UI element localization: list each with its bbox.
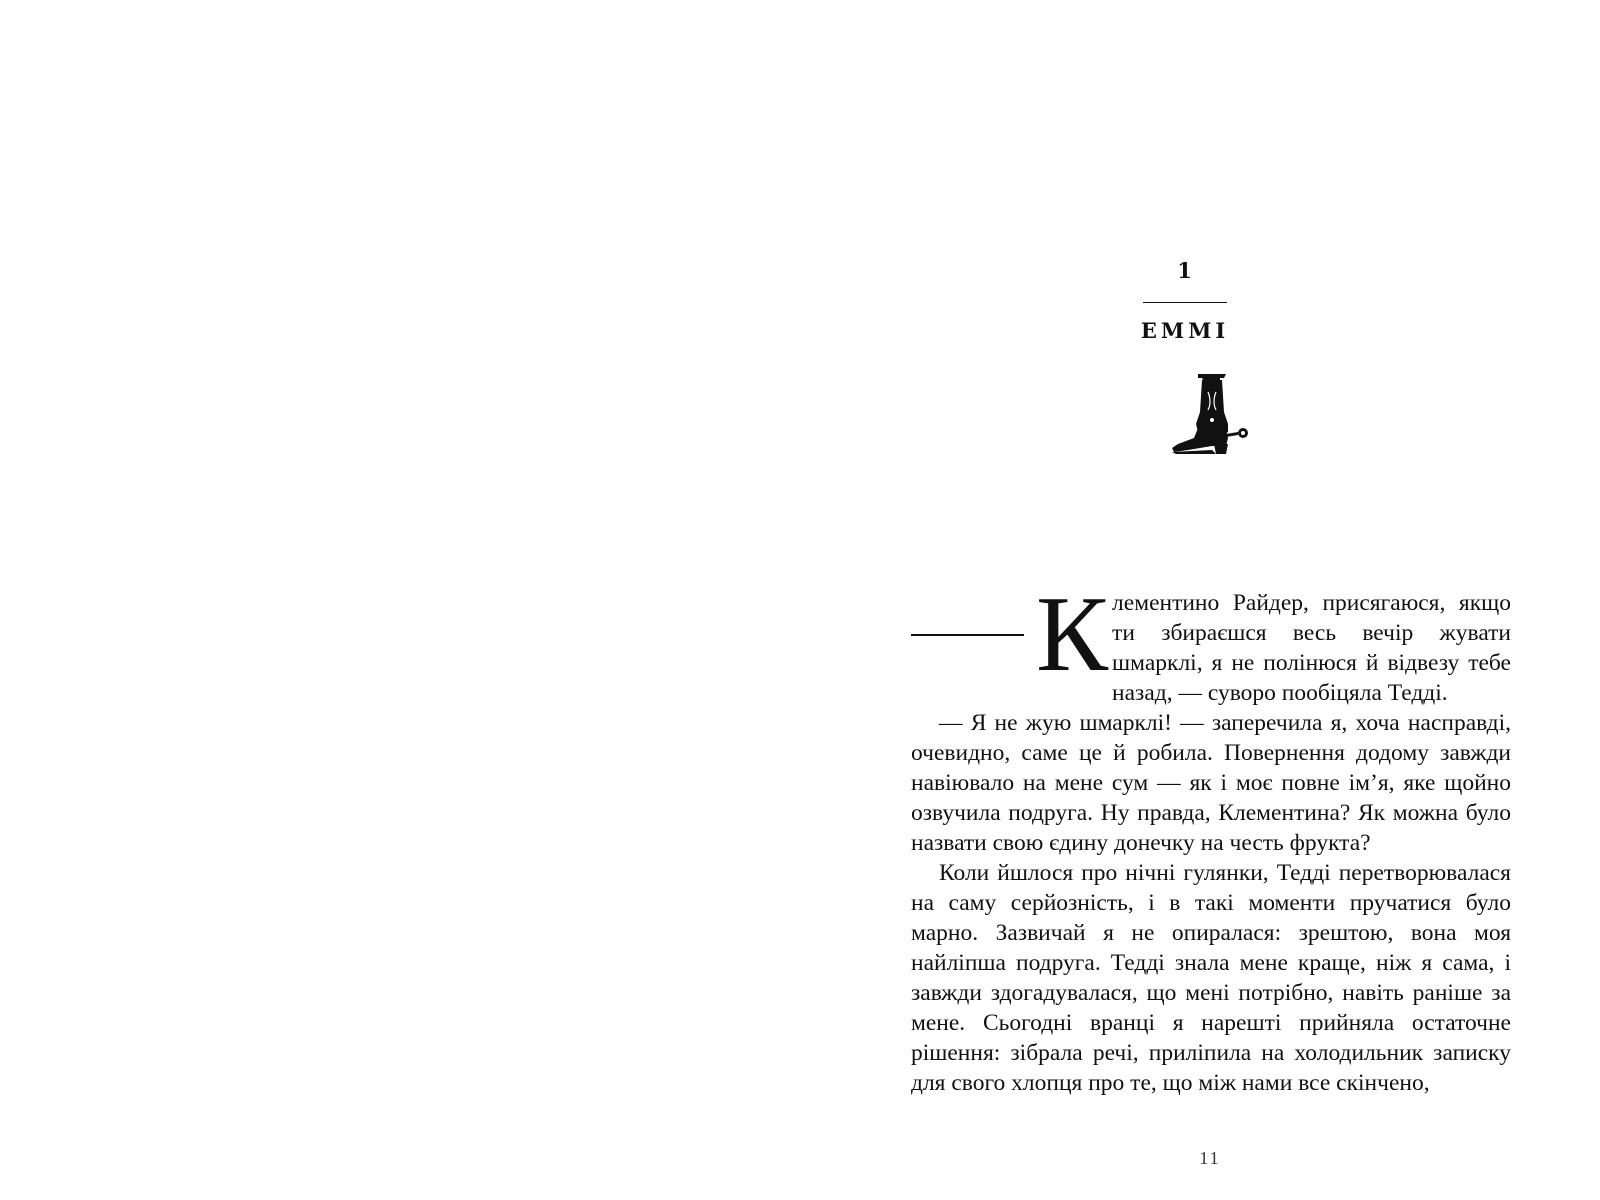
chapter-text <box>911 575 1511 1098</box>
chapter-title: ЕММІ <box>1140 318 1230 343</box>
cowboy-boot-icon <box>1168 372 1260 464</box>
dialogue-dash <box>911 588 1024 648</box>
drop-cap: К <box>1036 575 1109 694</box>
first-paragraph-text: лементино Райдер, присягаюся, якщо ти збираєшся весь вечір жувати шмарклі, я не полінюся й відвезу тебе назад, — суворо пообіцяла Тедді. <box>1112 590 1511 706</box>
chapter-divider <box>1143 302 1227 303</box>
paragraph: — Я не жую шмарклі! — заперечила я, хоча насправді, очевидно, саме це й робила. Повернення додому завжди навіювало на мене сум — як і моє повне ім’я, яке щойно озвучила подруга. Ну правда, Клементина? Як можна було назвати свою єдину донечку на честь фрукта? <box>911 710 1511 856</box>
chapter-number: 1 <box>1177 258 1193 283</box>
first-paragraph <box>911 575 1511 708</box>
paragraph: Коли йшлося про нічні гулянки, Тедді перетворювалася на саму серйозність, і в такі моменти пручатися було марно. Зазвичай я не опиралася: зрештою, вона моя найліпша подруга. Тедді знала мене краще, ніж я сама, і завжди здогадувалася, що мені потрібно, навіть раніше за мене. Сьогодні вранці я нарешті прийняла остаточне рішення: зібрала речі, приліпила на холодильник записку для свого хлопця про те, що між нами все скінчено, <box>911 860 1511 1096</box>
page-number: 11 <box>1199 1148 1221 1168</box>
